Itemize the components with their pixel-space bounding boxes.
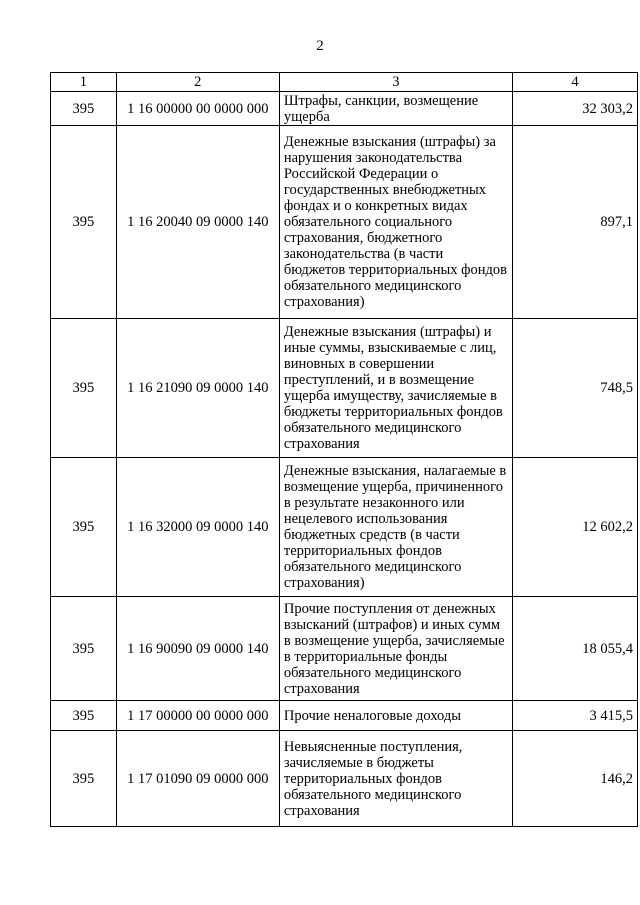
admin-code-cell: 395 [51, 597, 117, 701]
column-header: 1 [51, 73, 117, 92]
budget-code-cell: 1 16 00000 00 0000 000 [116, 92, 279, 126]
revenue-name-cell: Прочие неналоговые доходы [279, 701, 512, 731]
admin-code-cell: 395 [51, 92, 117, 126]
admin-code-cell: 395 [51, 458, 117, 597]
table-row [51, 458, 638, 597]
revenue-name-cell: Денежные взыскания (штрафы) и иные суммы, взыскиваемые с лиц, виновных в совершении преступлений, и в возмещение ущерба имуществу, зачисляемые в бюджеты территориальных фондов обязательного медицинского страхования [279, 319, 512, 458]
amount-cell: 32 303,2 [512, 92, 637, 126]
admin-code-cell: 395 [51, 126, 117, 319]
amount-cell: 748,5 [512, 319, 637, 458]
admin-code-cell: 395 [51, 319, 117, 458]
budget-code-cell: 1 16 90090 09 0000 140 [116, 597, 279, 701]
table-row [51, 319, 638, 458]
table-row [51, 126, 638, 319]
column-header: 3 [279, 73, 512, 92]
amount-cell: 897,1 [512, 126, 637, 319]
budget-code-cell: 1 16 32000 09 0000 140 [116, 458, 279, 597]
amount-cell: 18 055,4 [512, 597, 637, 701]
budget-code-cell: 1 17 00000 00 0000 000 [116, 701, 279, 731]
budget-code-cell: 1 16 20040 09 0000 140 [116, 126, 279, 319]
table-row [51, 92, 638, 126]
table-row [51, 701, 638, 731]
admin-code-cell: 395 [51, 701, 117, 731]
revenue-name-cell: Штрафы, санкции, возмещение ущерба [279, 92, 512, 126]
revenue-name-cell: Денежные взыскания (штрафы) за нарушения законодательства Российской Федерации о государственных внебюджетных фондах и о конкретных видах обязательного социального страхования, бюджетного законодательства (в части бюджетов территориальных фондов обязательного медицинского страхования) [279, 126, 512, 319]
table-row [51, 597, 638, 701]
column-header: 2 [116, 73, 279, 92]
amount-cell: 12 602,2 [512, 458, 637, 597]
revenue-name-cell: Денежные взыскания, налагаемые в возмещение ущерба, причиненного в результате незаконного или нецелевого использования бюджетных средств (в части территориальных фондов обязательного медицинского страхования) [279, 458, 512, 597]
admin-code-cell: 395 [51, 731, 117, 827]
budget-code-cell: 1 16 21090 09 0000 140 [116, 319, 279, 458]
page-number: 2 [316, 38, 324, 54]
amount-cell: 3 415,5 [512, 701, 637, 731]
column-header: 4 [512, 73, 637, 92]
revenue-name-cell: Невыясненные поступления, зачисляемые в бюджеты территориальных фондов обязательного медицинского страхования [279, 731, 512, 827]
revenue-name-cell: Прочие поступления от денежных взысканий (штрафов) и иных сумм в возмещение ущерба, зачисляемые в территориальные фонды обязательного медицинского страхования [279, 597, 512, 701]
amount-cell: 146,2 [512, 731, 637, 827]
table-header-row [51, 73, 638, 92]
table-row [51, 731, 638, 827]
revenue-table [50, 72, 638, 827]
budget-code-cell: 1 17 01090 09 0000 000 [116, 731, 279, 827]
